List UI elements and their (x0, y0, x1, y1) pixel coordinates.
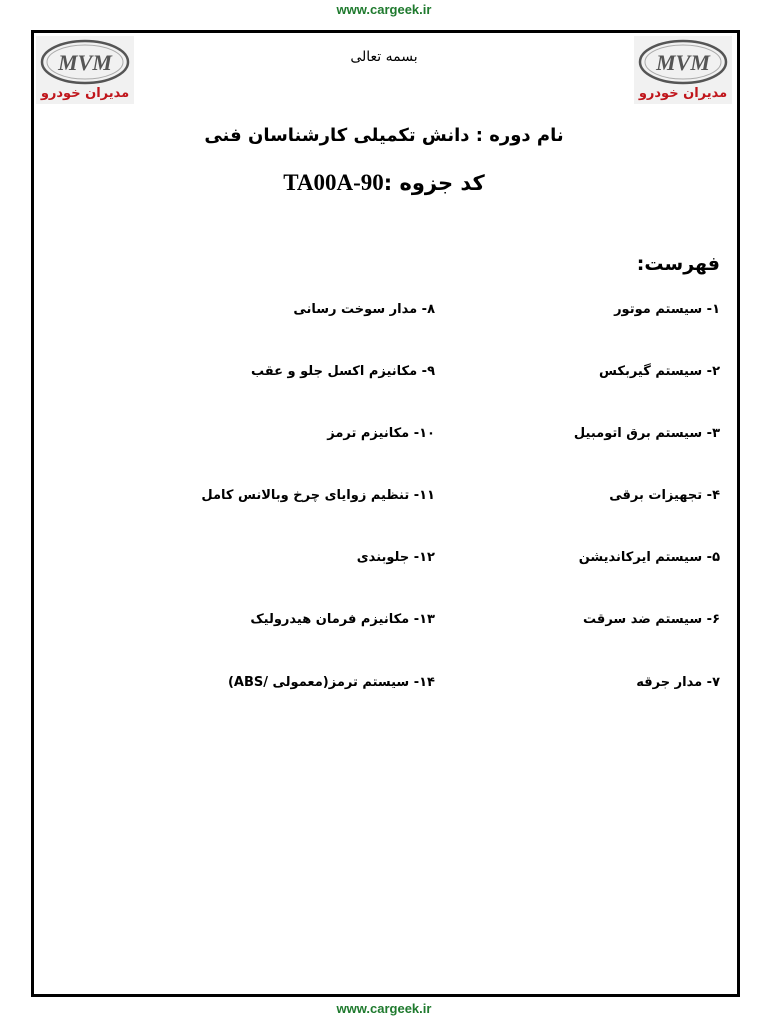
mvm-logo-right (634, 36, 732, 104)
footer-website-link[interactable]: www.cargeek.ir (336, 1001, 432, 1016)
toc-item: ۹- مکانیزم اکسل جلو و عقب (250, 364, 435, 379)
toc-item: ۷- مدار جرقه (636, 675, 720, 690)
mvm-logo-left (36, 36, 134, 104)
toc-item: ۲- سیستم گیربکس (599, 364, 720, 379)
document-code-value: TA00A-90 (283, 170, 384, 195)
basmala: بسمه تعالی (350, 49, 418, 65)
logo-caption: مدیران خودرو (638, 86, 728, 101)
toc-item: ۸- مدار سوخت رسانی (293, 302, 435, 317)
toc-item: ۱۲- جلوبندی (356, 550, 435, 565)
svg-text:MVM: MVM (656, 50, 710, 75)
course-title: نام دوره : دانش تکمیلی کارشناسان فنی (204, 125, 564, 146)
toc-item: ۵- سیستم ایرکاندیشن (578, 550, 720, 565)
toc-item: ۴- تجهیزات برقی (609, 488, 720, 503)
toc-item: ۱۴- سیستم ترمز(معمولی /ABS) (227, 675, 435, 690)
toc-item: ۳- سیستم برق اتومبیل (573, 426, 720, 441)
toc-heading: فهرست: (636, 253, 720, 275)
toc-item: ۱- سیستم موتور (614, 302, 720, 317)
toc-item: ۱۱- تنظیم زوایای چرخ وبالانس کامل (201, 488, 435, 503)
header-website-link[interactable]: www.cargeek.ir (336, 2, 432, 17)
toc-item: ۱۰- مکانیزم ترمز (327, 426, 435, 441)
svg-text:MVM: MVM (58, 50, 112, 75)
toc-item: ۶- سیستم ضد سرقت (583, 612, 720, 627)
document-code (0, 170, 768, 196)
logo-caption: مدیران خودرو (40, 86, 130, 101)
document-code-label: کد جزوه : (383, 171, 485, 195)
toc-item: ۱۳- مکانیزم فرمان هیدرولیک (250, 612, 435, 627)
